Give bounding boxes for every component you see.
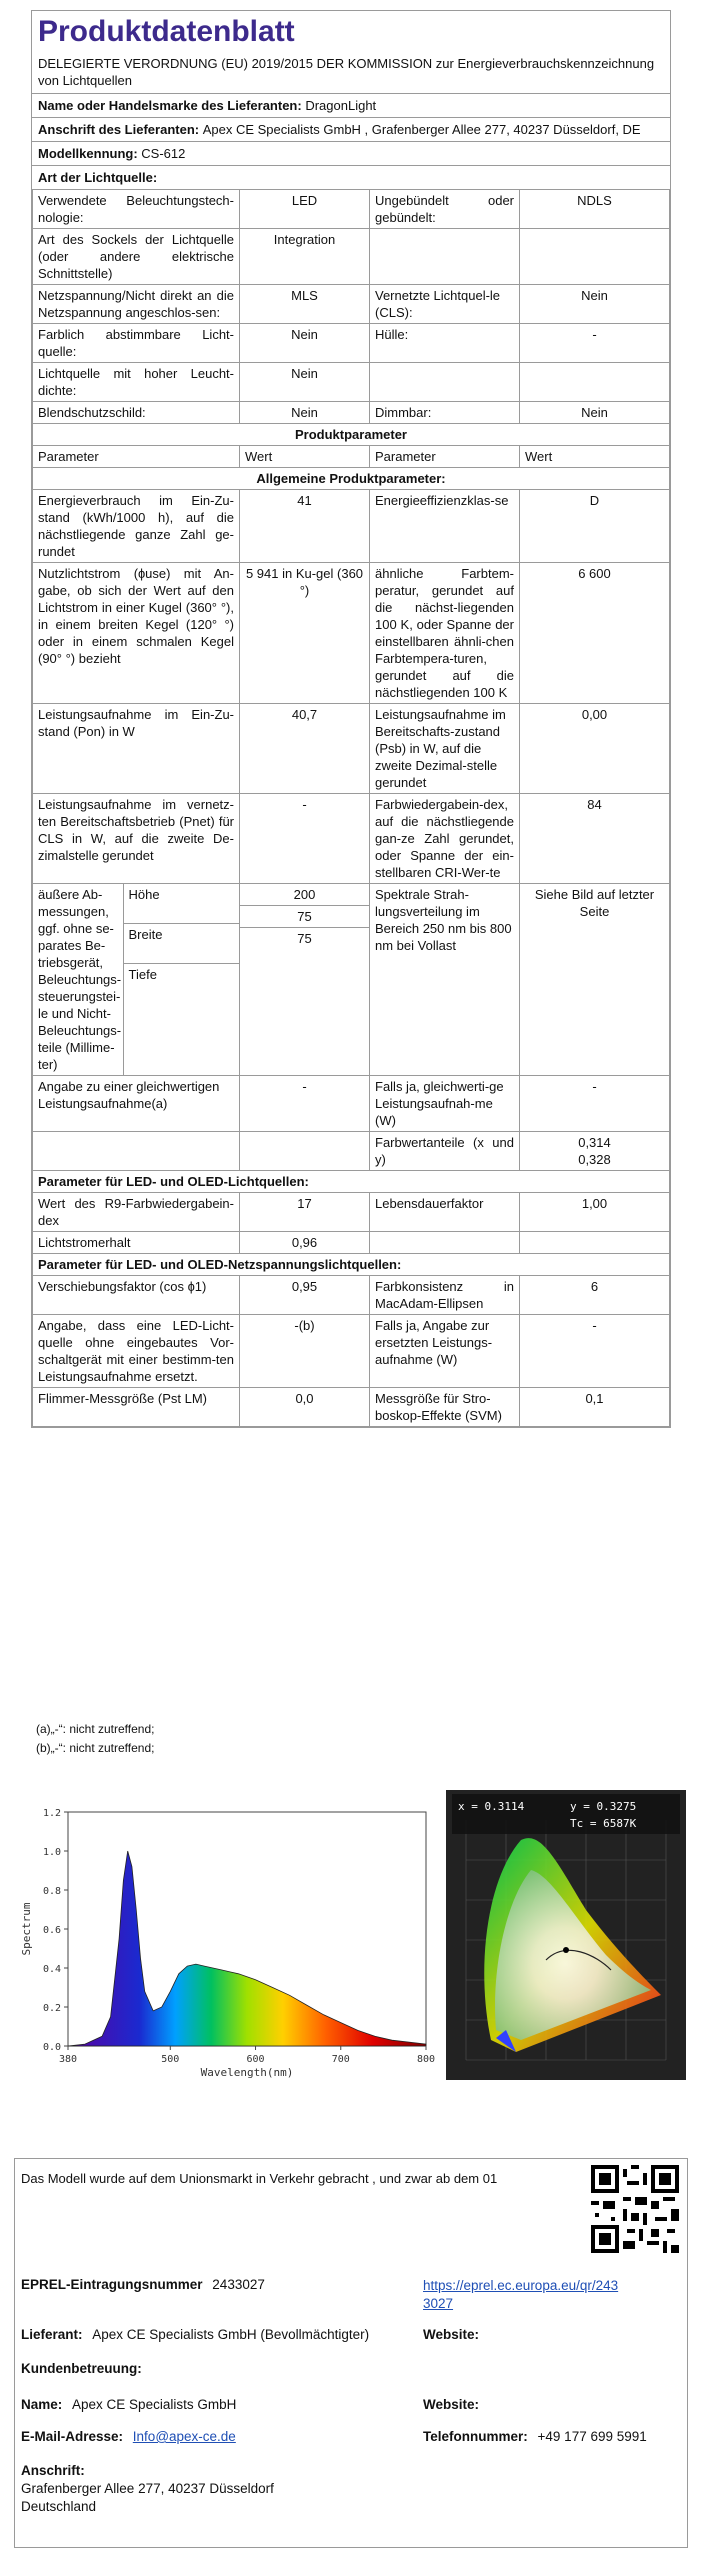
- table-row: [33, 1193, 670, 1232]
- disp-value: 0,95: [240, 1276, 370, 1315]
- supplier-label: Lieferant:: [21, 2327, 83, 2342]
- glare-value: Nein: [240, 402, 370, 424]
- net-standby-value: -: [240, 794, 370, 884]
- cls-label: Vernetzte Lichtquel-le (CLS):: [370, 285, 520, 324]
- table-row: [33, 1276, 670, 1315]
- class-label: Energieeffizienzklas-se: [370, 490, 520, 563]
- registration-box: [14, 2158, 688, 2548]
- cls-value: Nein: [520, 285, 670, 324]
- table-row: [33, 190, 670, 229]
- spectrum-series-area: [68, 1851, 426, 2046]
- envelope-value: -: [520, 324, 670, 363]
- col-value-header: Wert: [240, 446, 370, 468]
- table-row: [33, 229, 670, 285]
- table-row: [33, 1076, 670, 1132]
- model-label: Modellkennung:: [38, 146, 138, 161]
- energy-label: Energieverbrauch im Ein-Zu-stand (kWh/1000 h), auf die nächstliegende ganze Zahl ge-rundet: [33, 490, 240, 563]
- flux-value: 5 941 in Ku-gel (360 °): [240, 563, 370, 704]
- envelope-label: Hülle:: [370, 324, 520, 363]
- disp-label: Verschiebungsfaktor (cos ɸ1): [33, 1276, 240, 1315]
- dims-subtable: [33, 884, 239, 1075]
- table-row: [33, 1171, 670, 1193]
- power-on-label: Leistungsaufnahme im Ein-Zu-stand (Pon) in W: [33, 704, 240, 794]
- cri-value: 84: [520, 794, 670, 884]
- spd-value: Siehe Bild auf letzter Seite: [520, 884, 670, 1076]
- supplier-name-row: [32, 93, 670, 117]
- chroma-values: [520, 1132, 670, 1171]
- supplier-name-value: DragonLight: [305, 98, 377, 113]
- spectrum-chart: [16, 1800, 436, 2080]
- spd-label: Spektrale Strah-lungsverteilung im Bereich 250 nm bis 800 nm bei Vollast: [370, 884, 520, 1076]
- col-param-header: Parameter: [33, 446, 240, 468]
- depth-label: Tiefe: [128, 966, 157, 982]
- support-name-row: [21, 2397, 236, 2412]
- general-params-head: Allgemeine Produktparameter:: [33, 468, 670, 490]
- net-standby-label: Leistungsaufnahme im vernetz-ten Bereitschaftsbetrieb (Pnet) für CLS in W, auf die zweite De-zimalstelle gerundet: [33, 794, 240, 884]
- r9-value: 17: [240, 1193, 370, 1232]
- email-label: E-Mail-Adresse:: [21, 2429, 124, 2444]
- empty-cell: [370, 229, 520, 285]
- cri-label: Farbwiedergabein-dex, auf die nächstliegende gan-ze Zahl gerundet, oder Spanne der ein-stellbaren CRI-Wer-te: [370, 794, 520, 884]
- phone-value: +49 177 699 5991: [537, 2429, 647, 2444]
- cie-chromaticity-diagram: [446, 1790, 686, 2080]
- market-text: Das Modell wurde auf dem Unionsmarkt in Verkehr gebracht , und zwar ab dem 01: [21, 2171, 498, 2186]
- r9-label: Wert des R9-Farbwiedergabein-dex: [33, 1193, 240, 1232]
- chroma-x: 0,314: [578, 1135, 611, 1150]
- support-website-label: Website:: [423, 2397, 480, 2412]
- cap-value: Integration: [240, 229, 370, 285]
- table-row: [33, 490, 670, 563]
- model-value: CS-612: [141, 146, 186, 161]
- table-row: [33, 794, 670, 884]
- supplier-address-value: Apex CE Specialists GmbH , Grafenberger Allee 277, 40237 Düsseldorf, DE: [202, 122, 641, 137]
- svm-value: 0,1: [520, 1388, 670, 1427]
- table-row: [33, 1254, 670, 1276]
- cct-label: ähnliche Farbtem-peratur, gerundet auf die nächst-liegenden 100 K, oder Spanne der einstellbaren ähnli-chen Farbtempera-turen, gerundet auf die nächstliegenden 100 K: [370, 563, 520, 704]
- supplier-value: Apex CE Specialists GmbH (Bevollmächtigter): [92, 2327, 370, 2342]
- tunable-value: Nein: [240, 324, 370, 363]
- x-tick-label: 600: [246, 2054, 265, 2065]
- x-axis-label: Wavelength(nm): [200, 2066, 294, 2079]
- support-name-value: Apex CE Specialists GmbH: [72, 2397, 237, 2412]
- table-row: [33, 1132, 670, 1171]
- led-head: Parameter für LED- und OLED-Lichtquellen:: [33, 1171, 670, 1193]
- table-row: [33, 285, 670, 324]
- empty-cell: [520, 1232, 670, 1254]
- chroma-y: 0,328: [578, 1152, 611, 1167]
- power-on-value: 40,7: [240, 704, 370, 794]
- y-tick-label: 0.2: [42, 2003, 61, 2014]
- table-row: [33, 884, 670, 1076]
- supplier-address-row: [32, 117, 670, 141]
- empty-cell: [33, 1132, 240, 1171]
- life-value: 1,00: [520, 1193, 670, 1232]
- standby-label: Leistungsaufnahme im Bereitschafts-zustand (Psb) in W, auf die zweite Dezimal-stelle gerundet: [370, 704, 520, 794]
- x-tick-label: 800: [416, 2054, 436, 2065]
- supplier-row: [21, 2327, 369, 2342]
- email-link[interactable]: Info@apex-ce.de: [132, 2429, 236, 2444]
- height-label: Höhe: [123, 884, 239, 923]
- address-label: Anschrift:: [21, 2463, 85, 2478]
- product-datasheet: [31, 10, 671, 1428]
- dimmable-value: Nein: [520, 402, 670, 424]
- page-title: Produktdatenblatt: [38, 15, 295, 48]
- x-tick-label: 500: [161, 2054, 180, 2065]
- footnotes: [36, 1720, 155, 1758]
- height-value: 200: [240, 884, 369, 906]
- y-axis-label: Spectrum: [20, 1902, 33, 1956]
- cct-value: 6 600: [520, 563, 670, 704]
- dims-values-cell: [240, 884, 370, 1076]
- flicker-value: 0,0: [240, 1388, 370, 1427]
- eprel-label: EPREL-Eintragungsnummer: [21, 2277, 203, 2292]
- table-row: [33, 324, 670, 363]
- cie-y-readout: y = 0.3275: [570, 1800, 637, 1813]
- macadam-label: Farbkonsistenz in MacAdam-Ellipsen: [370, 1276, 520, 1315]
- flicker-label: Flimmer-Messgröße (Pst LM): [33, 1388, 240, 1427]
- standby-value: 0,00: [520, 704, 670, 794]
- empty-cell: [370, 1232, 520, 1254]
- tunable-label: Farblich abstimmbare Licht-quelle:: [33, 324, 240, 363]
- y-tick-label: 1.2: [42, 1808, 61, 1819]
- depth-value: 75: [297, 931, 312, 946]
- maint-value: 0,96: [240, 1232, 370, 1254]
- email-row: [21, 2429, 236, 2444]
- table-row: [33, 1315, 670, 1388]
- cie-x-readout: x = 0.3114: [458, 1800, 525, 1813]
- width-label: Breite: [123, 923, 239, 963]
- width-value: 75: [240, 906, 369, 928]
- website-label: Website:: [423, 2327, 480, 2342]
- address-line1: Grafenberger Allee 277, 40237 Düsseldorf: [21, 2481, 274, 2496]
- empty-cell: [520, 229, 670, 285]
- dims-cell: [33, 884, 240, 1076]
- nonbundled-label: Ungebündelt oder gebündelt:: [370, 190, 520, 229]
- light-source-table: [32, 189, 670, 1427]
- cie-tc-readout: Tc = 6587K: [570, 1817, 637, 1830]
- col-value-header: Wert: [520, 446, 670, 468]
- empty-cell: [370, 363, 520, 402]
- fluor-w-value: -: [520, 1315, 670, 1388]
- nonbundled-value: NDLS: [520, 190, 670, 229]
- chroma-label: Farbwertanteile (x und y): [370, 1132, 520, 1171]
- table-row: [33, 424, 670, 446]
- mains-label: Netzspannung/Nicht direkt an die Netzspannung angeschlos-sen:: [33, 285, 240, 324]
- footnote-b: (b)„-“: nicht zutreffend;: [36, 1741, 155, 1755]
- empty-cell: [520, 363, 670, 402]
- x-tick-label: 380: [58, 2054, 78, 2065]
- table-row: [33, 363, 670, 402]
- light-source-type-head: Art der Lichtquelle:: [32, 165, 670, 189]
- mains-value: MLS: [240, 285, 370, 324]
- supplier-address-label: Anschrift des Lieferanten:: [38, 122, 200, 137]
- model-row: [32, 141, 670, 165]
- supplier-name-label: Name oder Handelsmarke des Lieferanten:: [38, 98, 302, 113]
- qr-code-icon[interactable]: [591, 2165, 679, 2253]
- y-tick-label: 0.8: [42, 1886, 61, 1897]
- empty-cell: [240, 1132, 370, 1171]
- fluor-label: Angabe, dass eine LED-Licht-quelle ohne eingebautes Vor-schaltgerät mit einer bestimm-ten Leistungsaufnahme ersetzt.: [33, 1315, 240, 1388]
- table-row: [33, 468, 670, 490]
- y-tick-label: 0.6: [42, 1925, 61, 1936]
- eprel-row: [21, 2277, 265, 2292]
- product-params-head: Produktparameter: [33, 424, 670, 446]
- equiv-label: Angabe zu einer gleichwertigen Leistungsaufnahme(a): [33, 1076, 240, 1132]
- equiv-value: -: [240, 1076, 370, 1132]
- table-row: [33, 446, 670, 468]
- phone-row: [423, 2429, 647, 2444]
- equiv-w-label: Falls ja, gleichwerti-ge Leistungsaufnah-me (W): [370, 1076, 520, 1132]
- fluor-w-label: Falls ja, Angabe zur ersetzten Leistungs-aufnahme (W): [370, 1315, 520, 1388]
- table-row: [33, 1232, 670, 1254]
- equiv-w-value: -: [520, 1076, 670, 1132]
- address-line2: Deutschland: [21, 2499, 97, 2514]
- fluor-value: -(b): [240, 1315, 370, 1388]
- table-row: [33, 402, 670, 424]
- cap-label: Art des Sockels der Lichtquelle (oder andere elektrische Schnittstelle): [33, 229, 240, 285]
- phone-label: Telefonnummer:: [423, 2429, 528, 2444]
- y-tick-label: 1.0: [42, 1847, 61, 1858]
- eprel-link[interactable]: https://eprel.ec.europa.eu/qr/2433027: [423, 2278, 619, 2311]
- table-row: [33, 704, 670, 794]
- support-name-label: Name:: [21, 2397, 63, 2412]
- glare-label: Blendschutzschild:: [33, 402, 240, 424]
- figures: [16, 1790, 686, 2080]
- mains-head: Parameter für LED- und OLED-Netzspannungslichtquellen:: [33, 1254, 670, 1276]
- table-row: [33, 563, 670, 704]
- footnote-a: (a)„-“: nicht zutreffend;: [36, 1722, 155, 1736]
- x-tick-label: 700: [331, 2054, 350, 2065]
- table-row: [33, 1388, 670, 1427]
- tech-value: LED: [240, 190, 370, 229]
- flux-label: Nutzlichtstrom (ɸuse) mit An-gabe, ob sich der Wert auf den Lichtstrom in einer Kugel (360° °), in einem breiten Kegel (120° °) oder in einem schmalen Kegel (90° °) bezieht: [33, 563, 240, 704]
- highlum-value: Nein: [240, 363, 370, 402]
- energy-value: 41: [240, 490, 370, 563]
- y-tick-label: 0.4: [42, 1964, 61, 1975]
- eprel-value: 2433027: [212, 2277, 265, 2292]
- svm-label: Messgröße für Stro-boskop-Effekte (SVM): [370, 1388, 520, 1427]
- regulation-text: DELEGIERTE VERORDNUNG (EU) 2019/2015 DER KOMMISSION zur Energieverbrauchskennzeichnung von Lichtquellen: [38, 56, 655, 88]
- tech-label: Verwendete Beleuchtungstech-nologie:: [33, 190, 240, 229]
- dimmable-label: Dimmbar:: [370, 402, 520, 424]
- dims-label: äußere Ab-messungen, ggf. ohne se-parates Be-triebsgerät, Beleuchtungs-steuerungstei-le und Nicht-Beleuchtungs-teile (Millime-ter): [33, 884, 123, 1075]
- maint-label: Lichtstromerhalt: [33, 1232, 240, 1254]
- highlum-label: Lichtquelle mit hoher Leucht-dichte:: [33, 363, 240, 402]
- macadam-value: 6: [520, 1276, 670, 1315]
- support-head: Kundenbetreuung:: [21, 2361, 142, 2376]
- col-param-header: Parameter: [370, 446, 520, 468]
- class-value: D: [520, 490, 670, 563]
- y-tick-label: 0.0: [42, 2042, 61, 2053]
- cie-diagram-graphic: [446, 1790, 686, 2080]
- life-label: Lebensdauerfaktor: [370, 1193, 520, 1232]
